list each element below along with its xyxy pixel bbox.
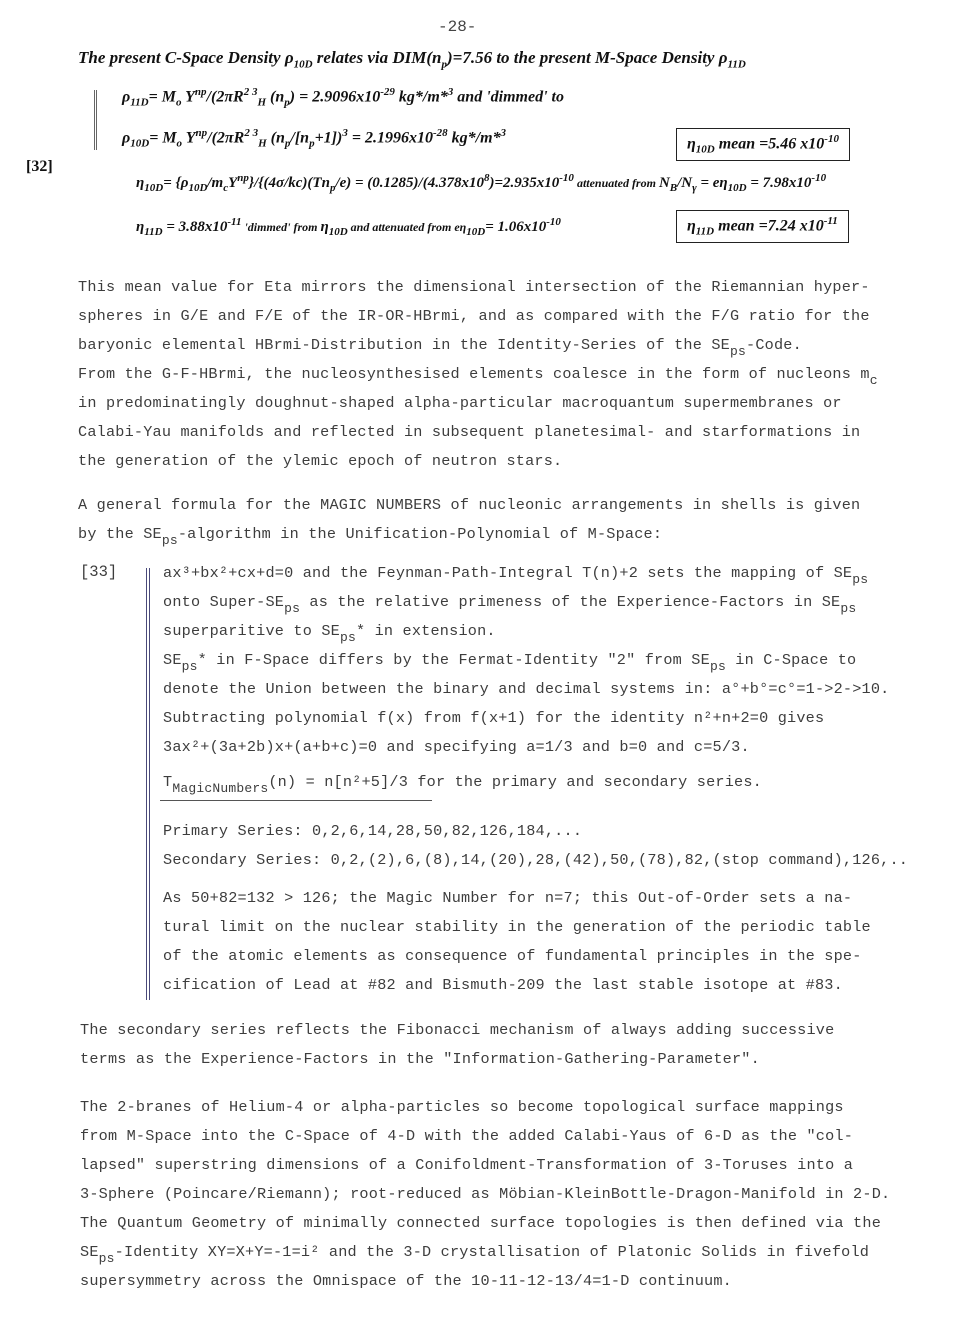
equation-label-33: [33]: [80, 563, 118, 581]
equation-32-line-4: $\eta_{11D} = 3.88x10^{-11}$ 'dimmed' from $\eta_{10D}$ and attenuated from $e\eta_{10D}= 1.06x10^{-10}$: [136, 216, 561, 238]
text-line: onto Super-$SE_{ps}$ as the relative primeness of the Experience-Factors in $SE_{ps}$: [163, 593, 857, 616]
equation-label-32: [32]: [26, 158, 53, 175]
text-line: the generation of the ylemic epoch of neutron stars.: [78, 452, 563, 470]
text-line: Subtracting polynomial f(x) from f(x+1) for the identity n²+n+2=0 gives: [163, 709, 825, 727]
text-line: baryonic elemental HBrmi-Distribution in the Identity-Series of the $SE_{ps}$-Code.: [78, 336, 802, 359]
primary-series: Primary Series: 0,2,6,14,28,50,82,126,184,...: [163, 822, 583, 840]
text-line: supersymmetry across the Omnispace of the 10-11-12-13/4=1-D continuum.: [80, 1272, 732, 1290]
text-line: spheres in G/E and F/E of the IR-OR-HBrmi, and as compared with the F/G ratio for the: [78, 307, 870, 325]
text-line: $SE_{ps}$-Identity XY=X+Y=-1=i² and the 3-D crystallisation of Platonic Solids in fivefold: [80, 1243, 870, 1266]
text-line: superparitive to $SE_{ps}*$ in extension.: [163, 622, 496, 645]
text-line: from M-Space into the C-Space of 4-D with the added Calabi-Yaus of 6-D as the "col-: [80, 1127, 854, 1145]
eta-11d-mean-box: $\eta_{11D}$ mean =7.24 $x10^{-11}$: [676, 210, 849, 243]
text-line: ax³+bx²+cx+d=0 and the Feynman-Path-Integral T(n)+2 sets the mapping of $SE_{ps}$: [163, 564, 869, 587]
equation-bracket-33: [146, 568, 150, 1000]
text-line: As 50+82=132 > 126; the Magic Number for n=7; this Out-of-Order sets a na-: [163, 889, 853, 907]
paragraph-fibonacci: [80, 1016, 834, 1074]
equation-bracket-32: [94, 90, 97, 150]
text-line: The secondary series reflects the Fibonacci mechanism of always adding successive: [80, 1021, 835, 1039]
section-heading: The present C-Space Density $\rho_{10D}$ relates via $DIM(n_p)=7.56$ to the present M-Space Density $\rho_{11D}$: [78, 48, 746, 71]
text-line: denote the Union between the binary and decimal systems in: a°+b°=c°=1->2->10.: [163, 680, 890, 698]
text-line: A general formula for the MAGIC NUMBERS of nucleonic arrangements in shells is given: [78, 496, 861, 514]
paragraph-eta-mirror: [78, 273, 878, 476]
text-line: terms as the Experience-Factors in the "Information-Gathering-Parameter".: [80, 1050, 760, 1068]
text-line: $SE_{ps}*$ in F-Space differs by the Fermat-Identity "2" from $SE_{ps}$ in C-Space to: [163, 651, 857, 674]
text-line: 3ax²+(3a+2b)x+(a+b+c)=0 and specifying a=1/3 and b=0 and c=5/3.: [163, 738, 750, 756]
formula-underline: [160, 800, 432, 801]
magic-number-series: [163, 817, 908, 875]
paragraph-magic-numbers-intro: [78, 491, 860, 549]
text-line: by the $SE_{ps}$-algorithm in the Unification-Polynomial of M-Space:: [78, 525, 663, 548]
secondary-series: Secondary Series: 0,2,(2),6,(8),14,(20),28,(42),50,(78),82,(stop command),126,..: [163, 851, 909, 869]
text-line: The Quantum Geometry of minimally connected surface topologies is then defined via the: [80, 1214, 882, 1232]
equation-32-line-1: $\rho_{11D}= M_o$ $Y^{np}/(2\pi R^{2 3}_H$ $(n_p) = 2.9096x10^{-29}$ kg*/m*$^3$ and 'dimmed' to: [122, 86, 564, 109]
text-line: cification of Lead at #82 and Bismuth-209 the last stable isotope at #83.: [163, 976, 843, 994]
text-line: $T_{MagicNumbers}(n) = n[n^2+5]/3$ for the primary and secondary series.: [163, 773, 762, 796]
magic-numbers-formula: [163, 768, 762, 797]
text-line: 3-Sphere (Poincare/Riemann); root-reduced as Möbian-KleinBottle-Dragon-Manifold in 2-D.: [80, 1185, 891, 1203]
paragraph-helium-branes: [80, 1093, 890, 1296]
page-number: -28-: [438, 18, 477, 36]
equation-32-line-2: $\rho_{10D}= M_o$ $Y^{np}/(2\pi R^{2 3}_H$ $(n_p/[n_p+1])^3 = 2.1996x10^{-28}$ kg*/m*$^3$: [122, 127, 507, 150]
text-line: From the G-F-HBrmi, the nucleosynthesised elements coalesce in the form of nucleons $m_c$: [78, 365, 878, 388]
text-line: Calabi-Yau manifolds and reflected in subsequent planetesimal- and starformations in: [78, 423, 861, 441]
text-line: in predominatingly doughnut-shaped alpha-particular macroquantum supermembranes or: [78, 394, 842, 412]
equation-32-line-3: $\eta_{10D}= \{\rho_{10D}/m_cY^{np}\}/\{(4\sigma/kc)(Tn_p/e) = (0.1285)/(4.378x10^8)=2.935x10^{-10}$ attenuated from $N_B/N_\gamma = e\eta_{10D} = 7.98x10^{-10}$: [136, 172, 827, 194]
text-line: tural limit on the nuclear stability in the generation of the periodic table: [163, 918, 871, 936]
text-line: This mean value for Eta mirrors the dimensional intersection of the Riemannian hyper-: [78, 278, 870, 296]
eta-10d-mean-box: $\eta_{10D}$ mean =5.46 $x10^{-10}$: [676, 128, 850, 161]
text-line: lapsed" superstring dimensions of a Conifoldment-Transformation of 3-Toruses into a: [80, 1156, 854, 1174]
text-line: The 2-branes of Helium-4 or alpha-particles so become topological surface mappings: [80, 1098, 844, 1116]
text-line: of the atomic elements as consequence of fundamental principles in the spe-: [163, 947, 862, 965]
equation-33-body: [163, 559, 890, 762]
nuclear-stability-note: [163, 884, 871, 1000]
